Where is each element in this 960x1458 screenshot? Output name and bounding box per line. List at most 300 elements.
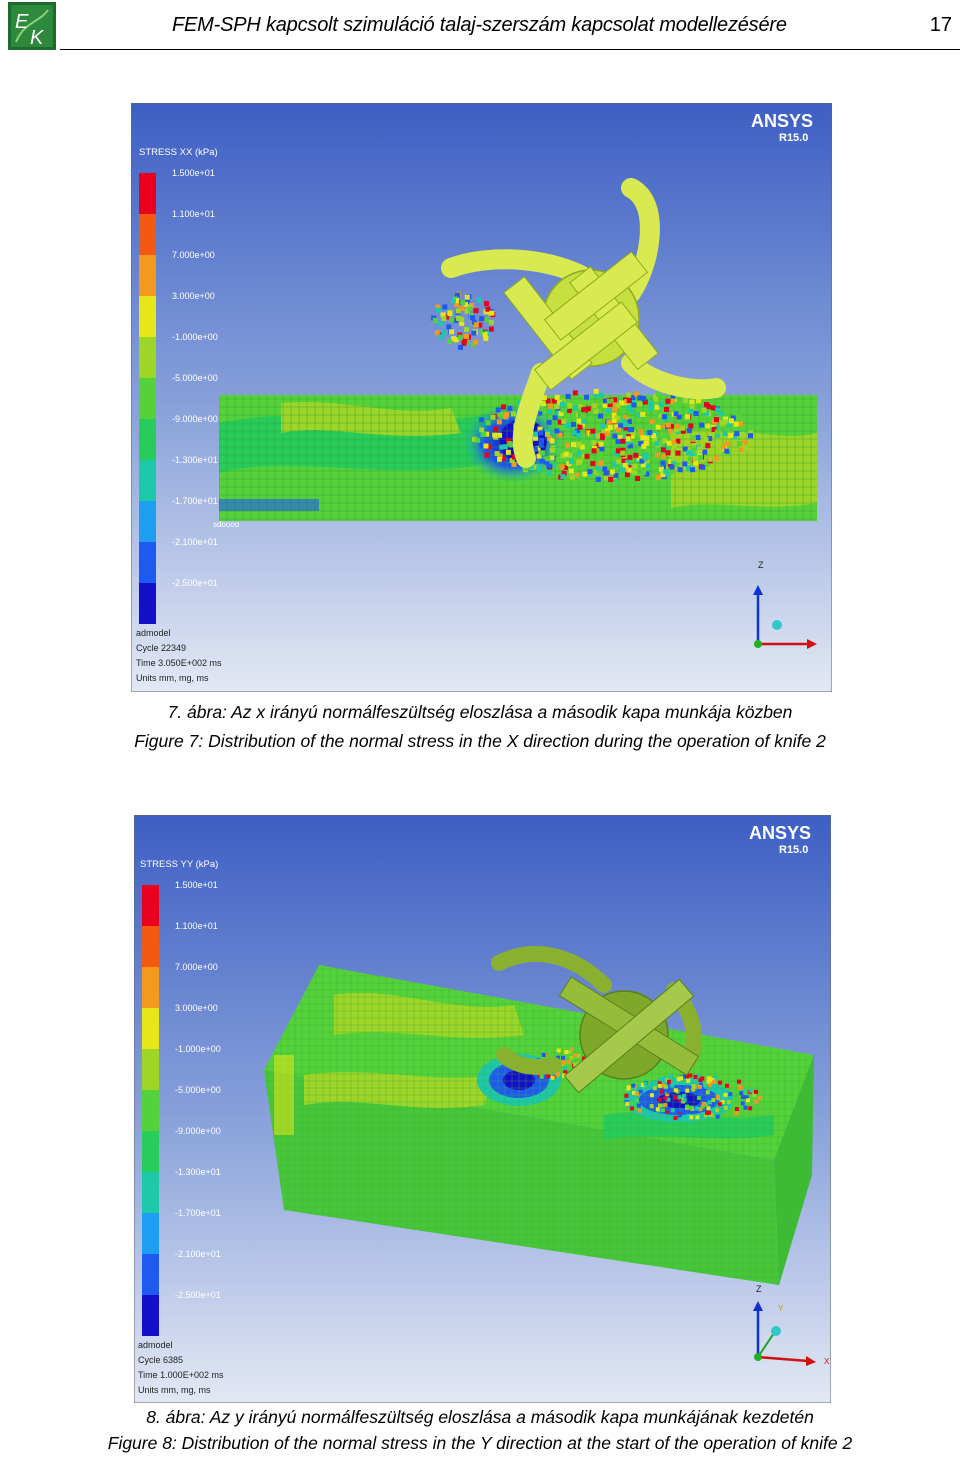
sph-particle bbox=[711, 1098, 715, 1102]
sph-particle bbox=[625, 1102, 629, 1106]
sph-particle bbox=[489, 320, 494, 325]
sph-particle bbox=[612, 407, 617, 412]
sph-particle bbox=[626, 392, 631, 397]
sph-particle bbox=[631, 1084, 635, 1088]
legend-tick-label: -1.300e+01 bbox=[172, 455, 218, 465]
sph-particle bbox=[683, 1098, 687, 1102]
sph-particle bbox=[675, 424, 680, 429]
sph-particle bbox=[748, 433, 753, 438]
sph-particle bbox=[715, 408, 720, 413]
sph-particle bbox=[738, 422, 743, 427]
sph-particle bbox=[656, 392, 661, 397]
legend-tick-label: -1.000e+00 bbox=[172, 332, 218, 342]
sph-particle bbox=[658, 1098, 662, 1102]
sph-particle bbox=[653, 1086, 657, 1090]
sph-particle bbox=[727, 1100, 731, 1104]
sph-particle bbox=[475, 438, 480, 443]
sph-particle bbox=[561, 419, 566, 424]
sph-particle bbox=[661, 461, 666, 466]
sph-particle bbox=[667, 1090, 671, 1094]
sph-particle bbox=[680, 426, 685, 431]
soil-sublabel: sdoooo bbox=[213, 520, 240, 529]
sph-particle bbox=[663, 1096, 667, 1100]
sph-particle bbox=[570, 1056, 574, 1060]
legend-tick-label: 1.100e+01 bbox=[172, 209, 215, 219]
sph-particle bbox=[576, 433, 581, 438]
sph-particle bbox=[605, 431, 610, 436]
sph-particle bbox=[458, 345, 463, 350]
sph-particle bbox=[495, 451, 500, 456]
sph-particle bbox=[637, 402, 642, 407]
sph-particle bbox=[607, 420, 612, 425]
ansys-version: R15.0 bbox=[779, 132, 809, 144]
sph-particle bbox=[567, 1060, 571, 1064]
legend-tick-label: 1.100e+01 bbox=[175, 921, 218, 931]
sph-particle bbox=[471, 331, 476, 336]
sph-particle bbox=[693, 1075, 697, 1079]
sph-particle bbox=[479, 427, 484, 432]
sph-particle bbox=[641, 470, 646, 475]
sph-particle bbox=[598, 393, 603, 398]
sph-particle bbox=[603, 476, 608, 481]
sph-particle bbox=[616, 459, 621, 464]
sph-particle bbox=[695, 1106, 699, 1110]
sph-particle bbox=[590, 461, 595, 466]
sph-particle bbox=[737, 441, 742, 446]
legend-swatch bbox=[142, 1254, 159, 1295]
legend-tick-label: -5.000e+00 bbox=[172, 373, 218, 383]
sph-particle bbox=[633, 464, 638, 469]
sph-particle bbox=[667, 441, 672, 446]
sph-particle bbox=[724, 1106, 728, 1110]
sph-particle bbox=[694, 411, 699, 416]
sph-particle bbox=[491, 415, 496, 420]
sph-particle bbox=[550, 438, 555, 443]
sph-particle bbox=[666, 423, 671, 428]
sph-particle bbox=[499, 414, 504, 419]
sph-particle bbox=[600, 446, 605, 451]
sph-particle bbox=[686, 1079, 690, 1083]
sph-particle bbox=[738, 1085, 742, 1089]
figure-7-caption-en: Figure 7: Distribution of the normal stress in the X direction during the operation of knife 2 bbox=[134, 731, 826, 751]
sph-particle bbox=[739, 1091, 743, 1095]
sph-particle bbox=[612, 434, 617, 439]
sph-particle bbox=[662, 414, 667, 419]
sph-particle bbox=[692, 456, 697, 461]
sph-particle bbox=[442, 305, 447, 310]
sph-particle bbox=[650, 419, 655, 424]
ansys-version: R15.0 bbox=[779, 844, 809, 856]
sph-particle bbox=[628, 455, 633, 460]
sph-particle bbox=[674, 1096, 678, 1100]
sph-particle bbox=[458, 335, 463, 340]
sph-particle bbox=[578, 477, 583, 482]
legend-swatch bbox=[142, 1213, 159, 1254]
sph-particle bbox=[553, 415, 558, 420]
sph-particle bbox=[464, 334, 469, 339]
sph-particle bbox=[606, 408, 611, 413]
sph-particle bbox=[663, 469, 668, 474]
sph-particle bbox=[626, 436, 631, 441]
sph-particle bbox=[573, 390, 578, 395]
legend-swatch bbox=[139, 501, 156, 542]
sph-particle bbox=[705, 424, 710, 429]
time-readout: Time 1.000E+002 ms bbox=[138, 1370, 224, 1380]
sph-particle bbox=[560, 474, 565, 479]
sph-particle bbox=[631, 1101, 635, 1105]
legend-tick-label: -5.000e+00 bbox=[175, 1085, 221, 1095]
sph-particle bbox=[499, 445, 504, 450]
sph-particle bbox=[485, 317, 490, 322]
sph-particle bbox=[702, 450, 707, 455]
sph-particle bbox=[571, 422, 576, 427]
sph-particle bbox=[754, 1090, 758, 1094]
legend-tick-label: -9.000e+00 bbox=[172, 414, 218, 424]
legend-swatch bbox=[142, 1008, 159, 1049]
legend-tick-label: -1.000e+00 bbox=[175, 1044, 221, 1054]
figure-7-simulation-image bbox=[131, 103, 832, 692]
sph-particle bbox=[473, 340, 478, 345]
sph-particle bbox=[734, 422, 739, 427]
sph-particle bbox=[723, 431, 728, 436]
sph-particle bbox=[585, 440, 590, 445]
sph-particle bbox=[563, 1066, 567, 1070]
sph-particle bbox=[711, 405, 716, 410]
sph-particle bbox=[649, 401, 654, 406]
legend-tick-label: 1.500e+01 bbox=[175, 880, 218, 890]
sph-particle bbox=[707, 1080, 711, 1084]
z-axis-label: Z bbox=[756, 1284, 762, 1294]
sph-particle bbox=[640, 412, 645, 417]
sph-particle bbox=[688, 424, 693, 429]
sph-particle bbox=[496, 408, 501, 413]
sph-particle bbox=[661, 447, 666, 452]
sph-particle bbox=[643, 455, 648, 460]
sph-particle bbox=[551, 1076, 555, 1080]
sph-particle bbox=[604, 470, 609, 475]
sph-particle bbox=[640, 435, 645, 440]
sph-particle bbox=[573, 1053, 577, 1057]
sph-particle bbox=[441, 316, 446, 321]
sph-particle bbox=[533, 432, 538, 437]
legend-swatch bbox=[139, 378, 156, 419]
sph-particle bbox=[447, 339, 452, 344]
sph-particle bbox=[451, 298, 456, 303]
sph-particle bbox=[539, 438, 544, 443]
legend-swatch bbox=[139, 255, 156, 296]
sph-particle bbox=[625, 472, 630, 477]
sph-particle bbox=[729, 418, 734, 423]
sph-particle bbox=[616, 427, 621, 432]
sph-particle bbox=[465, 295, 470, 300]
sph-particle bbox=[702, 1102, 706, 1106]
sph-particle bbox=[603, 403, 608, 408]
sph-particle bbox=[592, 448, 597, 453]
sph-particle bbox=[560, 464, 565, 469]
sph-particle bbox=[459, 317, 464, 322]
sph-particle bbox=[612, 418, 617, 423]
sph-particle bbox=[555, 395, 560, 400]
sph-particle bbox=[484, 453, 489, 458]
legend-swatch bbox=[142, 967, 159, 1008]
sph-particle bbox=[467, 306, 472, 311]
sph-particle bbox=[685, 414, 690, 419]
sph-particle bbox=[644, 441, 649, 446]
sph-particle bbox=[481, 432, 486, 437]
sph-particle bbox=[728, 1092, 732, 1096]
sph-particle bbox=[567, 403, 572, 408]
legend-swatch bbox=[139, 583, 156, 624]
sph-particle bbox=[628, 427, 633, 432]
model-name: admodel bbox=[136, 628, 171, 638]
sph-particle bbox=[598, 461, 603, 466]
sph-particle bbox=[464, 327, 469, 332]
sph-particle bbox=[654, 1102, 658, 1106]
sph-particle bbox=[584, 395, 589, 400]
legend-tick-label: -2.100e+01 bbox=[172, 537, 218, 547]
sph-particle bbox=[591, 440, 596, 445]
sph-particle bbox=[716, 1115, 720, 1119]
sph-particle bbox=[447, 311, 452, 316]
sph-particle bbox=[712, 1080, 716, 1084]
legend-swatch bbox=[139, 460, 156, 501]
sph-particle bbox=[734, 431, 739, 436]
sph-particle bbox=[689, 409, 694, 414]
sph-particle bbox=[497, 419, 502, 424]
sph-particle bbox=[554, 428, 559, 433]
sph-particle bbox=[684, 1117, 688, 1121]
sph-particle bbox=[677, 1077, 681, 1081]
sph-particle bbox=[647, 430, 652, 435]
sph-particle bbox=[706, 1090, 710, 1094]
sph-particle bbox=[735, 1107, 739, 1111]
sph-particle bbox=[623, 463, 628, 468]
page-header bbox=[0, 0, 960, 52]
sph-particle bbox=[571, 412, 576, 417]
sph-particle bbox=[483, 332, 488, 337]
sph-particle bbox=[696, 435, 701, 440]
sph-particle bbox=[724, 449, 729, 454]
sph-particle bbox=[716, 1095, 720, 1099]
sph-particle bbox=[511, 412, 516, 417]
sph-particle bbox=[596, 433, 601, 438]
sph-particle bbox=[704, 437, 709, 442]
sph-particle bbox=[700, 1077, 704, 1081]
sph-particle bbox=[554, 404, 559, 409]
sph-particle bbox=[608, 477, 613, 482]
page-number: 17 bbox=[929, 14, 952, 36]
sph-particle bbox=[620, 451, 625, 456]
sph-particle bbox=[501, 404, 506, 409]
sph-particle bbox=[682, 461, 687, 466]
legend-swatch bbox=[139, 214, 156, 255]
sph-particle bbox=[692, 1084, 696, 1088]
sph-particle bbox=[691, 436, 696, 441]
sph-particle bbox=[557, 1049, 561, 1053]
sph-particle bbox=[572, 430, 577, 435]
sph-particle bbox=[728, 433, 733, 438]
sph-particle bbox=[550, 448, 555, 453]
sph-particle bbox=[668, 429, 673, 434]
sph-particle bbox=[564, 452, 569, 457]
sph-particle bbox=[732, 1099, 736, 1103]
sph-particle bbox=[484, 301, 489, 306]
sph-particle bbox=[556, 457, 561, 462]
sph-particle bbox=[599, 442, 604, 447]
sph-particle bbox=[479, 316, 484, 321]
time-readout: Time 3.050E+002 ms bbox=[136, 658, 222, 668]
sph-particle bbox=[561, 408, 566, 413]
figure-8-caption-en: Figure 8: Distribution of the normal stress in the Y direction at the start of the operation of knife 2 bbox=[107, 1433, 853, 1453]
sph-particle bbox=[621, 419, 626, 424]
svg-text:E: E bbox=[15, 11, 29, 33]
sph-particle bbox=[678, 1113, 682, 1117]
sph-particle bbox=[627, 1085, 631, 1089]
sph-particle bbox=[655, 441, 660, 446]
sph-particle bbox=[689, 1115, 693, 1119]
legend-swatch bbox=[139, 337, 156, 378]
sph-particle bbox=[676, 451, 681, 456]
sph-particle bbox=[685, 1105, 689, 1109]
legend-swatch bbox=[142, 1049, 159, 1090]
sph-particle bbox=[755, 1100, 759, 1104]
sph-particle bbox=[539, 406, 544, 411]
sph-particle bbox=[734, 1112, 738, 1116]
sph-particle bbox=[433, 318, 438, 323]
sph-particle bbox=[697, 446, 702, 451]
sph-particle bbox=[648, 406, 653, 411]
sph-particle bbox=[698, 455, 703, 460]
legend-tick-label: -1.700e+01 bbox=[175, 1208, 221, 1218]
sph-particle bbox=[714, 456, 719, 461]
x-axis-label: X bbox=[824, 1357, 830, 1366]
sph-particle bbox=[449, 329, 454, 334]
legend-tick-label: -9.000e+00 bbox=[175, 1126, 221, 1136]
sph-particle bbox=[714, 417, 719, 422]
sph-particle bbox=[547, 470, 552, 475]
sph-particle bbox=[670, 1084, 674, 1088]
sph-particle bbox=[620, 467, 625, 472]
sph-particle bbox=[666, 1107, 670, 1111]
sph-particle bbox=[576, 399, 581, 404]
sph-particle bbox=[540, 1075, 544, 1079]
sph-particle bbox=[671, 456, 676, 461]
sph-particle bbox=[748, 1106, 752, 1110]
sph-particle bbox=[671, 435, 676, 440]
sph-particle bbox=[573, 406, 578, 411]
sph-particle bbox=[585, 454, 590, 459]
sph-particle bbox=[571, 442, 576, 447]
sph-particle bbox=[637, 1104, 641, 1108]
sph-particle bbox=[715, 1108, 719, 1112]
sph-particle bbox=[635, 1098, 639, 1102]
sph-particle bbox=[474, 308, 479, 313]
units-readout: Units mm, mg, ms bbox=[138, 1385, 211, 1395]
sph-particle bbox=[600, 424, 605, 429]
sph-particle bbox=[746, 1098, 750, 1102]
legend-swatch bbox=[142, 1090, 159, 1131]
sph-particle bbox=[577, 451, 582, 456]
sph-particle bbox=[644, 1082, 648, 1086]
sph-particle bbox=[705, 443, 710, 448]
legend-tick-label: -2.100e+01 bbox=[175, 1249, 221, 1259]
sph-particle bbox=[582, 472, 587, 477]
sph-particle bbox=[460, 300, 465, 305]
sph-particle bbox=[655, 453, 660, 458]
sph-particle bbox=[587, 469, 592, 474]
legend-swatch bbox=[139, 419, 156, 460]
sph-particle bbox=[724, 1093, 728, 1097]
sph-particle bbox=[564, 1050, 568, 1054]
sph-particle bbox=[592, 403, 597, 408]
sph-particle bbox=[674, 1116, 678, 1120]
sph-particle bbox=[691, 448, 696, 453]
sph-particle bbox=[720, 1094, 724, 1098]
sph-particle bbox=[689, 1106, 693, 1110]
ansys-brand: ANSYS bbox=[751, 111, 814, 131]
sph-particle bbox=[578, 425, 583, 430]
sph-particle bbox=[718, 1102, 722, 1106]
sph-particle bbox=[586, 406, 591, 411]
sph-particle bbox=[598, 414, 603, 419]
running-header-title: FEM-SPH kapcsolt szimuláció talaj-szerszám kapcsolat modellezésére bbox=[172, 14, 787, 36]
sph-particle bbox=[565, 413, 570, 418]
sph-particle bbox=[540, 459, 545, 464]
legend-swatch bbox=[139, 296, 156, 337]
sph-particle bbox=[743, 445, 748, 450]
sph-particle bbox=[682, 1094, 686, 1098]
sph-particle bbox=[577, 442, 582, 447]
sph-particle bbox=[666, 1098, 670, 1102]
sph-particle bbox=[744, 1106, 748, 1110]
sph-particle bbox=[650, 1104, 654, 1108]
figure-8-caption-hu: 8. ábra: Az y irányú normálfeszültség eloszlása a második kapa munkájának kezdetén bbox=[146, 1407, 814, 1427]
sph-particle bbox=[436, 308, 441, 313]
sph-particle bbox=[484, 444, 489, 449]
sph-particle bbox=[596, 477, 601, 482]
sph-particle bbox=[561, 1056, 565, 1060]
legend-swatch bbox=[139, 173, 156, 214]
sph-particle bbox=[438, 334, 443, 339]
sph-particle bbox=[659, 402, 664, 407]
z-axis-label: Z bbox=[758, 560, 764, 570]
legend-swatch bbox=[142, 926, 159, 967]
legend-swatch bbox=[142, 885, 159, 926]
sph-particle bbox=[616, 448, 621, 453]
model-name: admodel bbox=[138, 1340, 173, 1350]
sph-particle bbox=[635, 476, 640, 481]
sph-particle bbox=[594, 389, 599, 394]
sph-particle bbox=[688, 456, 693, 461]
sph-particle bbox=[627, 468, 632, 473]
cycle-readout: Cycle 22349 bbox=[136, 643, 187, 653]
sph-particle bbox=[650, 1093, 654, 1097]
sph-particle bbox=[493, 426, 498, 431]
sph-particle bbox=[546, 1074, 550, 1078]
sph-particle bbox=[560, 402, 565, 407]
sph-particle bbox=[664, 1103, 668, 1107]
units-readout: Units mm, mg, ms bbox=[136, 673, 209, 683]
sph-particle bbox=[690, 467, 695, 472]
sph-particle bbox=[565, 443, 570, 448]
sph-particle bbox=[633, 453, 638, 458]
sph-particle bbox=[446, 324, 451, 329]
sph-particle bbox=[624, 1094, 628, 1098]
sph-particle bbox=[489, 327, 494, 332]
sph-particle bbox=[678, 1095, 682, 1099]
sph-particle bbox=[741, 1101, 745, 1105]
figure-7-caption-hu: 7. ábra: Az x irányú normálfeszültség eloszlása a második kapa munkája közben bbox=[167, 702, 793, 722]
